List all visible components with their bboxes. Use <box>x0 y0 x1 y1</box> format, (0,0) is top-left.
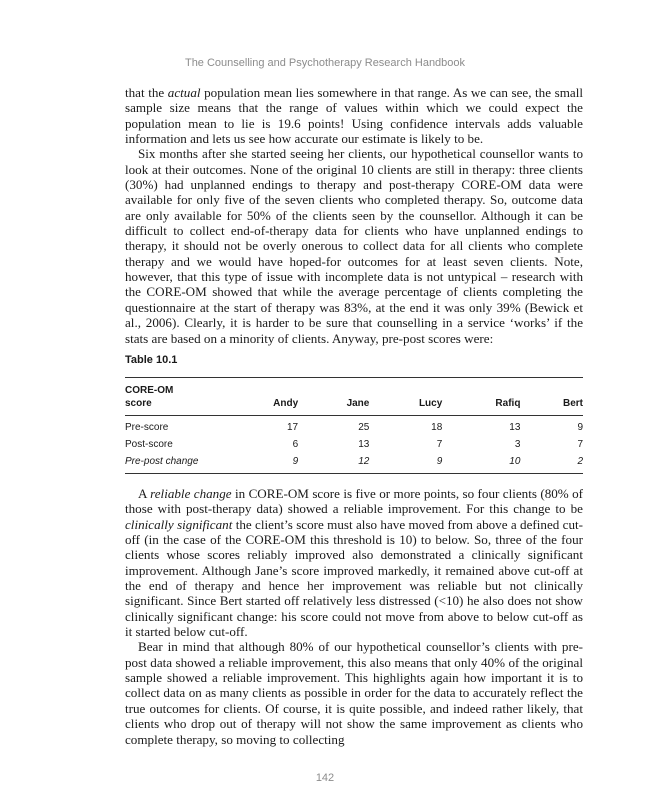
row-label: Post-score <box>125 439 173 450</box>
table-cell: 3 <box>514 439 521 450</box>
table-row-pre-post-change <box>125 453 583 474</box>
page-number: 142 <box>315 772 335 784</box>
header-measure: CORE-OM score <box>125 385 174 409</box>
scores-table <box>125 377 583 474</box>
table-row-post-score <box>125 436 583 453</box>
table-cell: 7 <box>577 439 583 450</box>
header-client: Bert <box>562 398 583 409</box>
paragraph-2: Six months after she started seeing her clients, our hypothetical counsellor wants to look at their outcomes. None of the original 10 clients are still in therapy: three clients (30%) had unplanned endings to therapy and post-therapy CORE-OM data were available for only five of the seven clients who completed therapy. So, outcome data are only available for 50% of the clients seen by the counsellor. Although it can be difficult to collect end-of-therapy data for clients who have unplanned endings to therapy, it should not be overly onerous to collect data for all clients who complete therapy and we would have hoped-for outcomes for at least seven clients. Note, however, that this type of issue with incomplete data is not untypical – research with the CORE-OM showed that while the average percentage of clients completing the questionnaire at the start of therapy was 83%, at the end it was only 39% (Bewick et al., 2006). Clearly, it is harder to be sure that counselling in a service ‘works’ if the stats are based on a minority of clients. Anyway, pre-post scores were: <box>125 146 583 346</box>
table-cell: 6 <box>292 439 299 450</box>
header-client: Rafiq <box>495 398 521 409</box>
table-cell: 17 <box>287 422 299 433</box>
header-client: Lucy <box>418 398 443 409</box>
table-cell: 9 <box>577 422 583 433</box>
table-row-pre-score <box>125 416 583 437</box>
text-block-lower <box>125 486 583 747</box>
table-cell: 13 <box>358 439 370 450</box>
table-caption: Table 10.1 <box>125 354 178 366</box>
table-cell: 9 <box>436 456 443 467</box>
emphasis-clinically-significant: clinically significant <box>125 516 233 532</box>
table-cell: 10 <box>509 456 521 467</box>
row-label: Pre-post change <box>125 456 199 467</box>
text-block-upper <box>125 85 583 346</box>
emphasis-actual: actual <box>167 85 201 100</box>
table-cell: 9 <box>292 456 299 467</box>
table-cell: 2 <box>577 456 583 467</box>
paragraph-4: Bear in mind that although 80% of our hypothetical counsellor’s clients with pre-post data showed a reliable improvement, this also means that only 40% of the original sample showed a reliable improvement. This highlights again how important it is to collect data on as many clients as possible in order for the data to accurately reflect the true outcomes for clients. Of course, it is quite possible, and indeed rather likely, that clients who drop out of therapy will not show the same improvement as clients who complete therapy, so moving to collecting <box>125 639 583 747</box>
paragraph-1: that the actual population mean lies somewhere in that range. As we can see, the small sample size means that the range of values within which we could expect the population mean to lie is 19.6 points! Using confidence intervals adds valuable information and lets us see how accurate our estimate is likely to be. <box>125 85 583 147</box>
paragraph-3: A reliable change in CORE-OM score is five or more points, so four clients (80% of those with post-therapy data) showed a reliable improvement. For this change to be clinically significant the client’s score must also have moved from above a defined cut-off (in the case of the CORE-OM this threshold is 10) to below. So, three of the four clients whose scores reliably improved also demonstrated a clinically significant improvement. Although Jane’s score improved markedly, it remained above cut-off at the end of therapy and hence her improvement was reliable but not clinically significant. Since Bert started off relatively less distressed (<10) he also does not show clinically significant change: his score could not move from above to below cut-off as it started below cut-off. <box>125 486 584 640</box>
table-header-row <box>125 378 583 416</box>
header-client: Andy <box>273 398 299 409</box>
table-10-1 <box>125 354 583 474</box>
table-cell: 13 <box>509 422 521 433</box>
header-client: Jane <box>346 398 370 409</box>
running-head: The Counselling and Psychotherapy Research Handbook <box>184 57 466 69</box>
emphasis-reliable-change: reliable change <box>150 486 232 501</box>
row-label: Pre-score <box>125 422 169 433</box>
table-cell: 7 <box>436 439 443 450</box>
table-cell: 12 <box>358 456 370 467</box>
table-cell: 25 <box>358 422 370 433</box>
table-cell: 18 <box>431 422 443 433</box>
